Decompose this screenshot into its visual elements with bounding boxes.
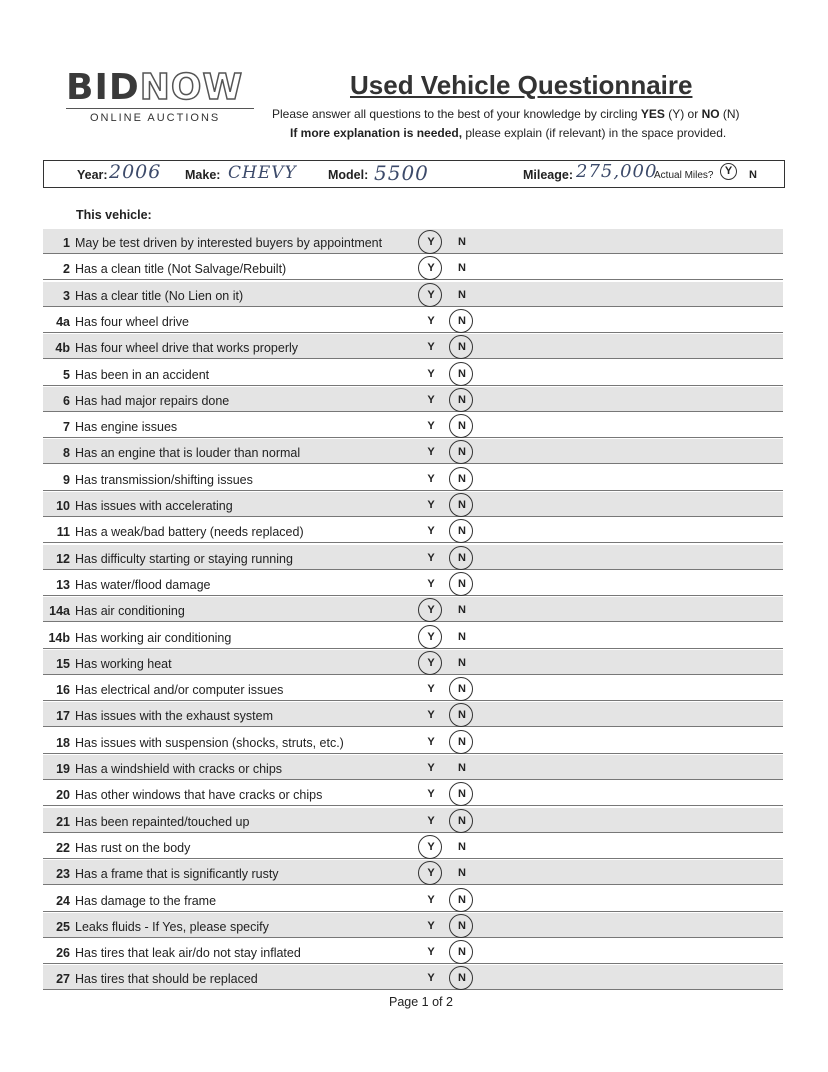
answer-yes[interactable]: Y	[427, 446, 435, 459]
question-row	[43, 702, 783, 727]
question-number: 18	[56, 735, 70, 750]
answer-no[interactable]: N	[455, 683, 469, 695]
question-text: Has a clean title (Not Salvage/Rebuilt)	[75, 262, 287, 277]
question-text: Has had major repairs done	[75, 393, 230, 408]
question-row	[43, 413, 783, 438]
question-number: 7	[63, 420, 70, 435]
question-row	[43, 308, 783, 333]
question-number: 14a	[49, 604, 70, 619]
answer-no[interactable]: N	[458, 840, 466, 853]
question-row	[43, 361, 783, 386]
question-row	[43, 466, 783, 491]
answer-yes[interactable]: Y	[427, 367, 435, 380]
question-text: Has a clear title (No Lien on it)	[75, 288, 244, 303]
question-number: 27	[56, 972, 70, 987]
question-text: Has four wheel drive	[75, 314, 189, 329]
answer-no[interactable]: N	[455, 972, 469, 984]
answer-yes[interactable]: Y	[427, 420, 435, 433]
answer-yes[interactable]: Y	[427, 341, 435, 354]
question-number: 11	[56, 525, 70, 540]
question-text: Has working heat	[75, 656, 172, 671]
answer-no[interactable]: N	[455, 420, 469, 432]
model-field[interactable]: 5500	[374, 161, 429, 185]
answer-no[interactable]: N	[458, 604, 466, 617]
year-field[interactable]: 2006	[109, 161, 162, 183]
question-row	[43, 808, 783, 833]
question-text: Has a windshield with cracks or chips	[75, 762, 283, 776]
question-number: 1	[63, 236, 70, 250]
question-number: 12	[56, 551, 70, 566]
question-row	[43, 834, 783, 859]
question-row	[43, 650, 783, 675]
instructions-line-1: Please answer all questions to the best of your knowledge by circling YES (Y) or NO (N)	[272, 107, 740, 121]
answer-yes[interactable]: Y	[427, 788, 435, 801]
make-field[interactable]: CHEVY	[228, 163, 297, 183]
answer-no[interactable]: N	[458, 762, 466, 774]
question-number: 6	[63, 393, 70, 408]
question-number: 20	[56, 788, 70, 803]
make-label: Make:	[185, 168, 221, 182]
question-text: Has an engine that is louder than normal	[75, 446, 301, 461]
question-row	[43, 571, 783, 596]
answer-no[interactable]: N	[455, 473, 469, 485]
question-text: Has tires that should be replaced	[75, 972, 258, 987]
question-row	[43, 676, 783, 701]
year-label: Year:	[77, 168, 108, 182]
answer-no[interactable]: N	[455, 394, 469, 406]
answer-no[interactable]: N	[455, 368, 469, 380]
logo-wordmark: BIDNOW	[66, 67, 244, 108]
actual-miles-label: Actual Miles?	[654, 170, 714, 181]
answer-yes[interactable]: Y	[427, 735, 435, 748]
answer-yes[interactable]: Y	[427, 919, 435, 932]
question-text: Leaks fluids - If Yes, please specify	[75, 919, 269, 934]
answer-yes[interactable]: Y	[427, 472, 435, 485]
answer-yes[interactable]: Y	[424, 236, 438, 248]
answer-no[interactable]: N	[455, 736, 469, 748]
bidnow-logo	[66, 67, 256, 124]
mileage-label: Mileage:	[523, 168, 574, 182]
vehicle-info-box	[43, 160, 785, 188]
question-text: Has issues with suspension (shocks, struts, etc.)	[75, 735, 344, 750]
question-number: 22	[56, 840, 70, 855]
answer-no[interactable]: N	[455, 920, 469, 932]
answer-yes[interactable]: Y	[427, 393, 435, 406]
question-number: 4b	[55, 341, 70, 356]
question-text: Has tires that leak air/do not stay inflated	[75, 946, 301, 961]
answer-yes[interactable]: Y	[427, 551, 435, 564]
question-text: Has difficulty starting or staying running	[75, 551, 293, 566]
answer-yes[interactable]: Y	[424, 262, 438, 274]
question-text: Has other windows that have cracks or chips	[75, 788, 323, 803]
question-number: 15	[56, 656, 70, 671]
question-number: 3	[63, 288, 70, 303]
question-row	[43, 255, 783, 280]
question-number: 24	[56, 893, 70, 908]
answer-no[interactable]: N	[458, 656, 466, 669]
page-title: Used Vehicle Questionnaire	[350, 70, 693, 100]
answer-yes[interactable]: Y	[424, 604, 438, 616]
answer-yes[interactable]: Y	[427, 525, 435, 538]
question-row	[43, 887, 783, 912]
question-text: Has a frame that is significantly rusty	[75, 867, 279, 882]
question-row	[43, 965, 783, 990]
model-label: Model:	[328, 168, 369, 182]
answer-yes[interactable]: Y	[424, 657, 438, 669]
question-text: Has air conditioning	[75, 604, 185, 619]
answer-no[interactable]: N	[455, 709, 469, 721]
question-text: Has issues with accelerating	[75, 499, 233, 513]
question-number: 16	[56, 683, 70, 698]
question-text: Has been repainted/touched up	[75, 814, 250, 829]
question-text: Has four wheel drive that works properly	[75, 341, 299, 356]
answer-yes[interactable]: Y	[427, 946, 435, 959]
question-row	[43, 282, 783, 307]
answer-no[interactable]: N	[455, 552, 469, 564]
question-row	[43, 229, 783, 254]
question-number: 5	[63, 367, 70, 382]
logo-subtitle: ONLINE AUCTIONS	[90, 112, 221, 124]
answer-no[interactable]: N	[455, 499, 469, 511]
instructions-line-2: If more explanation is needed, please explain (if relevant) in the space provided.	[290, 126, 727, 140]
actual-miles-yes[interactable]: Y	[720, 163, 737, 180]
answer-yes[interactable]: Y	[424, 841, 438, 853]
question-row	[43, 518, 783, 543]
question-row	[43, 387, 783, 412]
question-number: 21	[56, 814, 70, 829]
question-row	[43, 334, 783, 359]
answer-yes[interactable]: Y	[424, 289, 438, 301]
page-number: Page 1 of 2	[389, 995, 453, 1009]
question-text: Has a weak/bad battery (needs replaced)	[75, 525, 304, 540]
question-number: 10	[56, 499, 70, 513]
section-label: This vehicle:	[76, 208, 152, 222]
question-text: Has issues with the exhaust system	[75, 709, 273, 724]
answer-no[interactable]: N	[455, 578, 469, 590]
question-row	[43, 729, 783, 754]
answer-no[interactable]: N	[458, 867, 466, 880]
question-number: 2	[63, 262, 70, 277]
question-row	[43, 913, 783, 938]
question-number: 25	[56, 919, 70, 934]
answer-yes[interactable]: Y	[427, 499, 435, 511]
answer-yes[interactable]: Y	[427, 577, 435, 590]
question-text: Has electrical and/or computer issues	[75, 683, 284, 698]
answer-yes[interactable]: Y	[427, 709, 435, 722]
question-text: May be test driven by interested buyers by appointment	[75, 236, 383, 250]
question-row	[43, 860, 783, 885]
question-number: 19	[56, 762, 70, 776]
answer-yes[interactable]: Y	[427, 762, 435, 774]
question-row	[43, 545, 783, 570]
question-text: Has water/flood damage	[75, 577, 211, 592]
answer-yes[interactable]: Y	[424, 631, 438, 643]
question-number: 26	[56, 946, 70, 961]
answer-yes[interactable]: Y	[424, 867, 438, 879]
logo-rule	[66, 108, 254, 109]
answer-no[interactable]: N	[458, 630, 466, 643]
question-row	[43, 939, 783, 964]
answer-no[interactable]: N	[455, 315, 469, 327]
question-number: 13	[56, 577, 70, 592]
answer-no[interactable]: N	[458, 262, 466, 275]
answer-yes[interactable]: Y	[427, 893, 435, 906]
answer-yes[interactable]: Y	[427, 314, 435, 327]
answer-no[interactable]: N	[458, 288, 466, 301]
question-number: 17	[56, 709, 70, 724]
question-number: 8	[63, 446, 70, 461]
question-row	[43, 624, 783, 649]
answer-no[interactable]: N	[455, 788, 469, 800]
answer-yes[interactable]: Y	[427, 972, 435, 985]
answer-no[interactable]: N	[455, 341, 469, 353]
answer-no[interactable]: N	[455, 446, 469, 458]
answer-no[interactable]: N	[455, 946, 469, 958]
question-number: 14b	[48, 630, 70, 645]
answer-yes[interactable]: Y	[427, 683, 435, 696]
question-row	[43, 492, 783, 517]
question-text: Has transmission/shifting issues	[75, 472, 253, 487]
question-text: Has rust on the body	[75, 840, 191, 855]
question-row	[43, 755, 783, 780]
question-row	[43, 597, 783, 622]
question-text: Has engine issues	[75, 420, 178, 435]
mileage-field[interactable]: 275,000	[576, 161, 658, 182]
question-row	[43, 781, 783, 806]
answer-no[interactable]: N	[455, 525, 469, 537]
question-number: 23	[56, 867, 70, 882]
question-text: Has damage to the frame	[75, 893, 217, 908]
answer-no[interactable]: N	[455, 894, 469, 906]
answer-no[interactable]: N	[455, 815, 469, 827]
question-number: 9	[63, 472, 70, 487]
answer-yes[interactable]: Y	[427, 814, 435, 827]
question-row	[43, 439, 783, 464]
question-number: 4a	[56, 314, 70, 329]
question-text: Has working air conditioning	[75, 630, 232, 645]
actual-miles-no[interactable]: N	[749, 169, 757, 181]
answer-no[interactable]: N	[458, 236, 466, 248]
question-text: Has been in an accident	[75, 367, 210, 382]
